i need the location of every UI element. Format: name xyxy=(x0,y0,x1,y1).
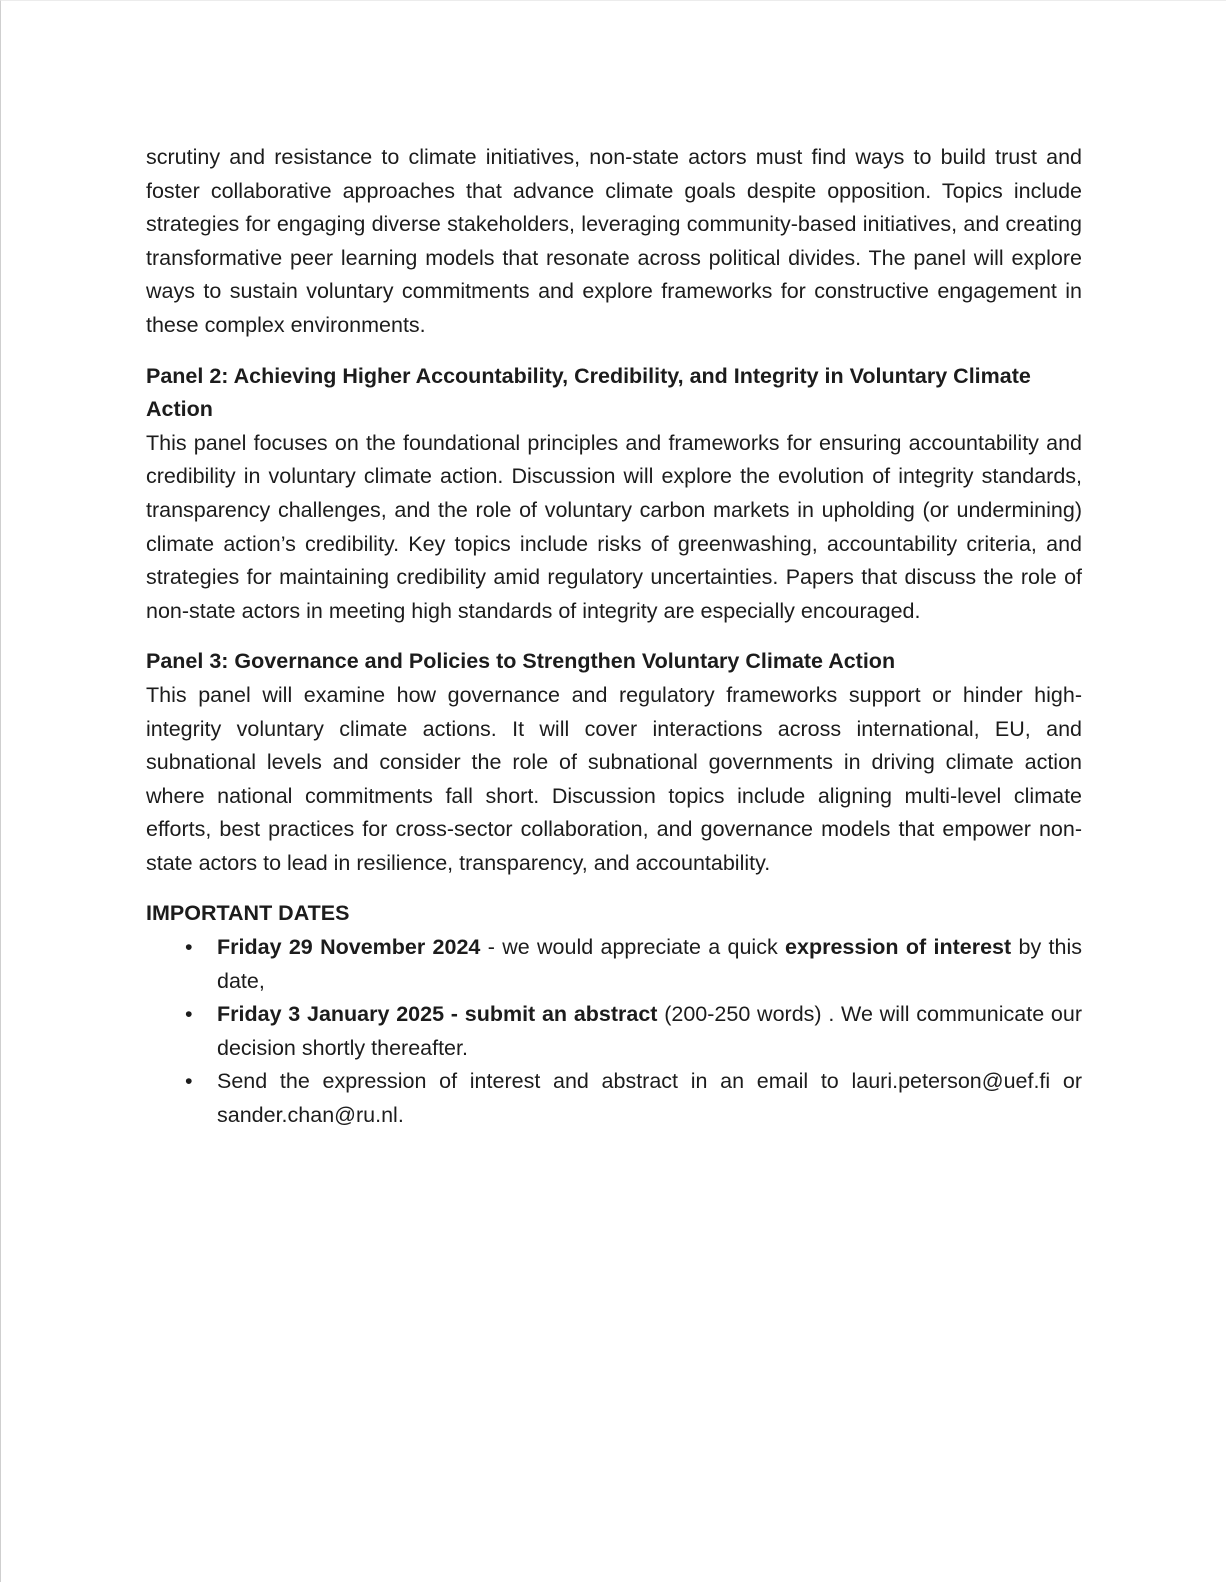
text-segment: (200-250 words) . We will communicate our decision shortly thereafter. xyxy=(217,1002,1082,1060)
emphasis-text: expression of interest xyxy=(785,935,1012,960)
email-address-sander: sander.chan@ru.nl xyxy=(217,1103,398,1128)
bullet-item-abstract-deadline xyxy=(146,998,1082,1065)
date-text: Friday 3 January 2025 - submit an abstract xyxy=(217,1002,658,1027)
text-segment: Send the expression of interest and abstract in an email to xyxy=(217,1069,852,1094)
important-dates-list xyxy=(146,931,1082,1133)
text-segment: or xyxy=(1050,1069,1082,1094)
email-address-lauri: lauri.peterson@uef.fi xyxy=(851,1069,1051,1094)
date-text: Friday 29 November 2024 xyxy=(217,935,481,960)
bullet-icon: • xyxy=(185,935,193,960)
panel-3-body: This panel will examine how governance and regulatory frameworks support or hinder high-integrity voluntary climate actions. It will cover interactions across international, EU, and subnational levels and consider the role of subnational governments in driving climate action where national commitments fall short. Discussion topics include aligning multi-level climate efforts, best practices for cross-sector collaboration, and governance models that empower non-state actors to lead in resilience, transparency, and accountability. xyxy=(146,682,1082,875)
bullet-icon: • xyxy=(185,1069,193,1094)
important-dates-heading: IMPORTANT DATES xyxy=(146,901,350,926)
intro-paragraph: scrutiny and resistance to climate initiatives, non-state actors must find ways to build trust and foster collaborative approaches that advance climate goals despite opposition. Topics include strategies for engaging diverse stakeholders, leveraging community-based initiatives, and creating transformative peer learning models that resonate across political divides. The panel will explore ways to sustain voluntary commitments and explore frameworks for constructive engagement in these complex environments. xyxy=(146,145,1082,337)
bullet-item-expression-of-interest xyxy=(146,931,1082,998)
panel-3-heading: Panel 3: Governance and Policies to Strengthen Voluntary Climate Action xyxy=(146,649,896,674)
text-segment: - we would appreciate a quick xyxy=(480,935,786,960)
text-segment: by this date, xyxy=(217,935,1082,993)
panel-2-body: This panel focuses on the foundational principles and frameworks for ensuring accountability and credibility in voluntary climate action. Discussion will explore the evolution of integrity standards, transparency challenges, and the role of voluntary carbon markets in upholding (or undermining) climate action’s credibility. Key topics include risks of greenwashing, accountability criteria, and strategies for maintaining credibility amid regulatory uncertainties. Papers that discuss the role of non-state actors in meeting high standards of integrity are especially encouraged. xyxy=(146,430,1082,623)
bullet-item-email-instructions xyxy=(146,1065,1082,1132)
text-segment: . xyxy=(397,1103,404,1128)
panel-2-heading: Panel 2: Achieving Higher Accountability, Credibility, and Integrity in Voluntary Climate Action xyxy=(146,363,1031,422)
bullet-icon: • xyxy=(185,1002,193,1027)
document-content xyxy=(146,141,1082,1133)
